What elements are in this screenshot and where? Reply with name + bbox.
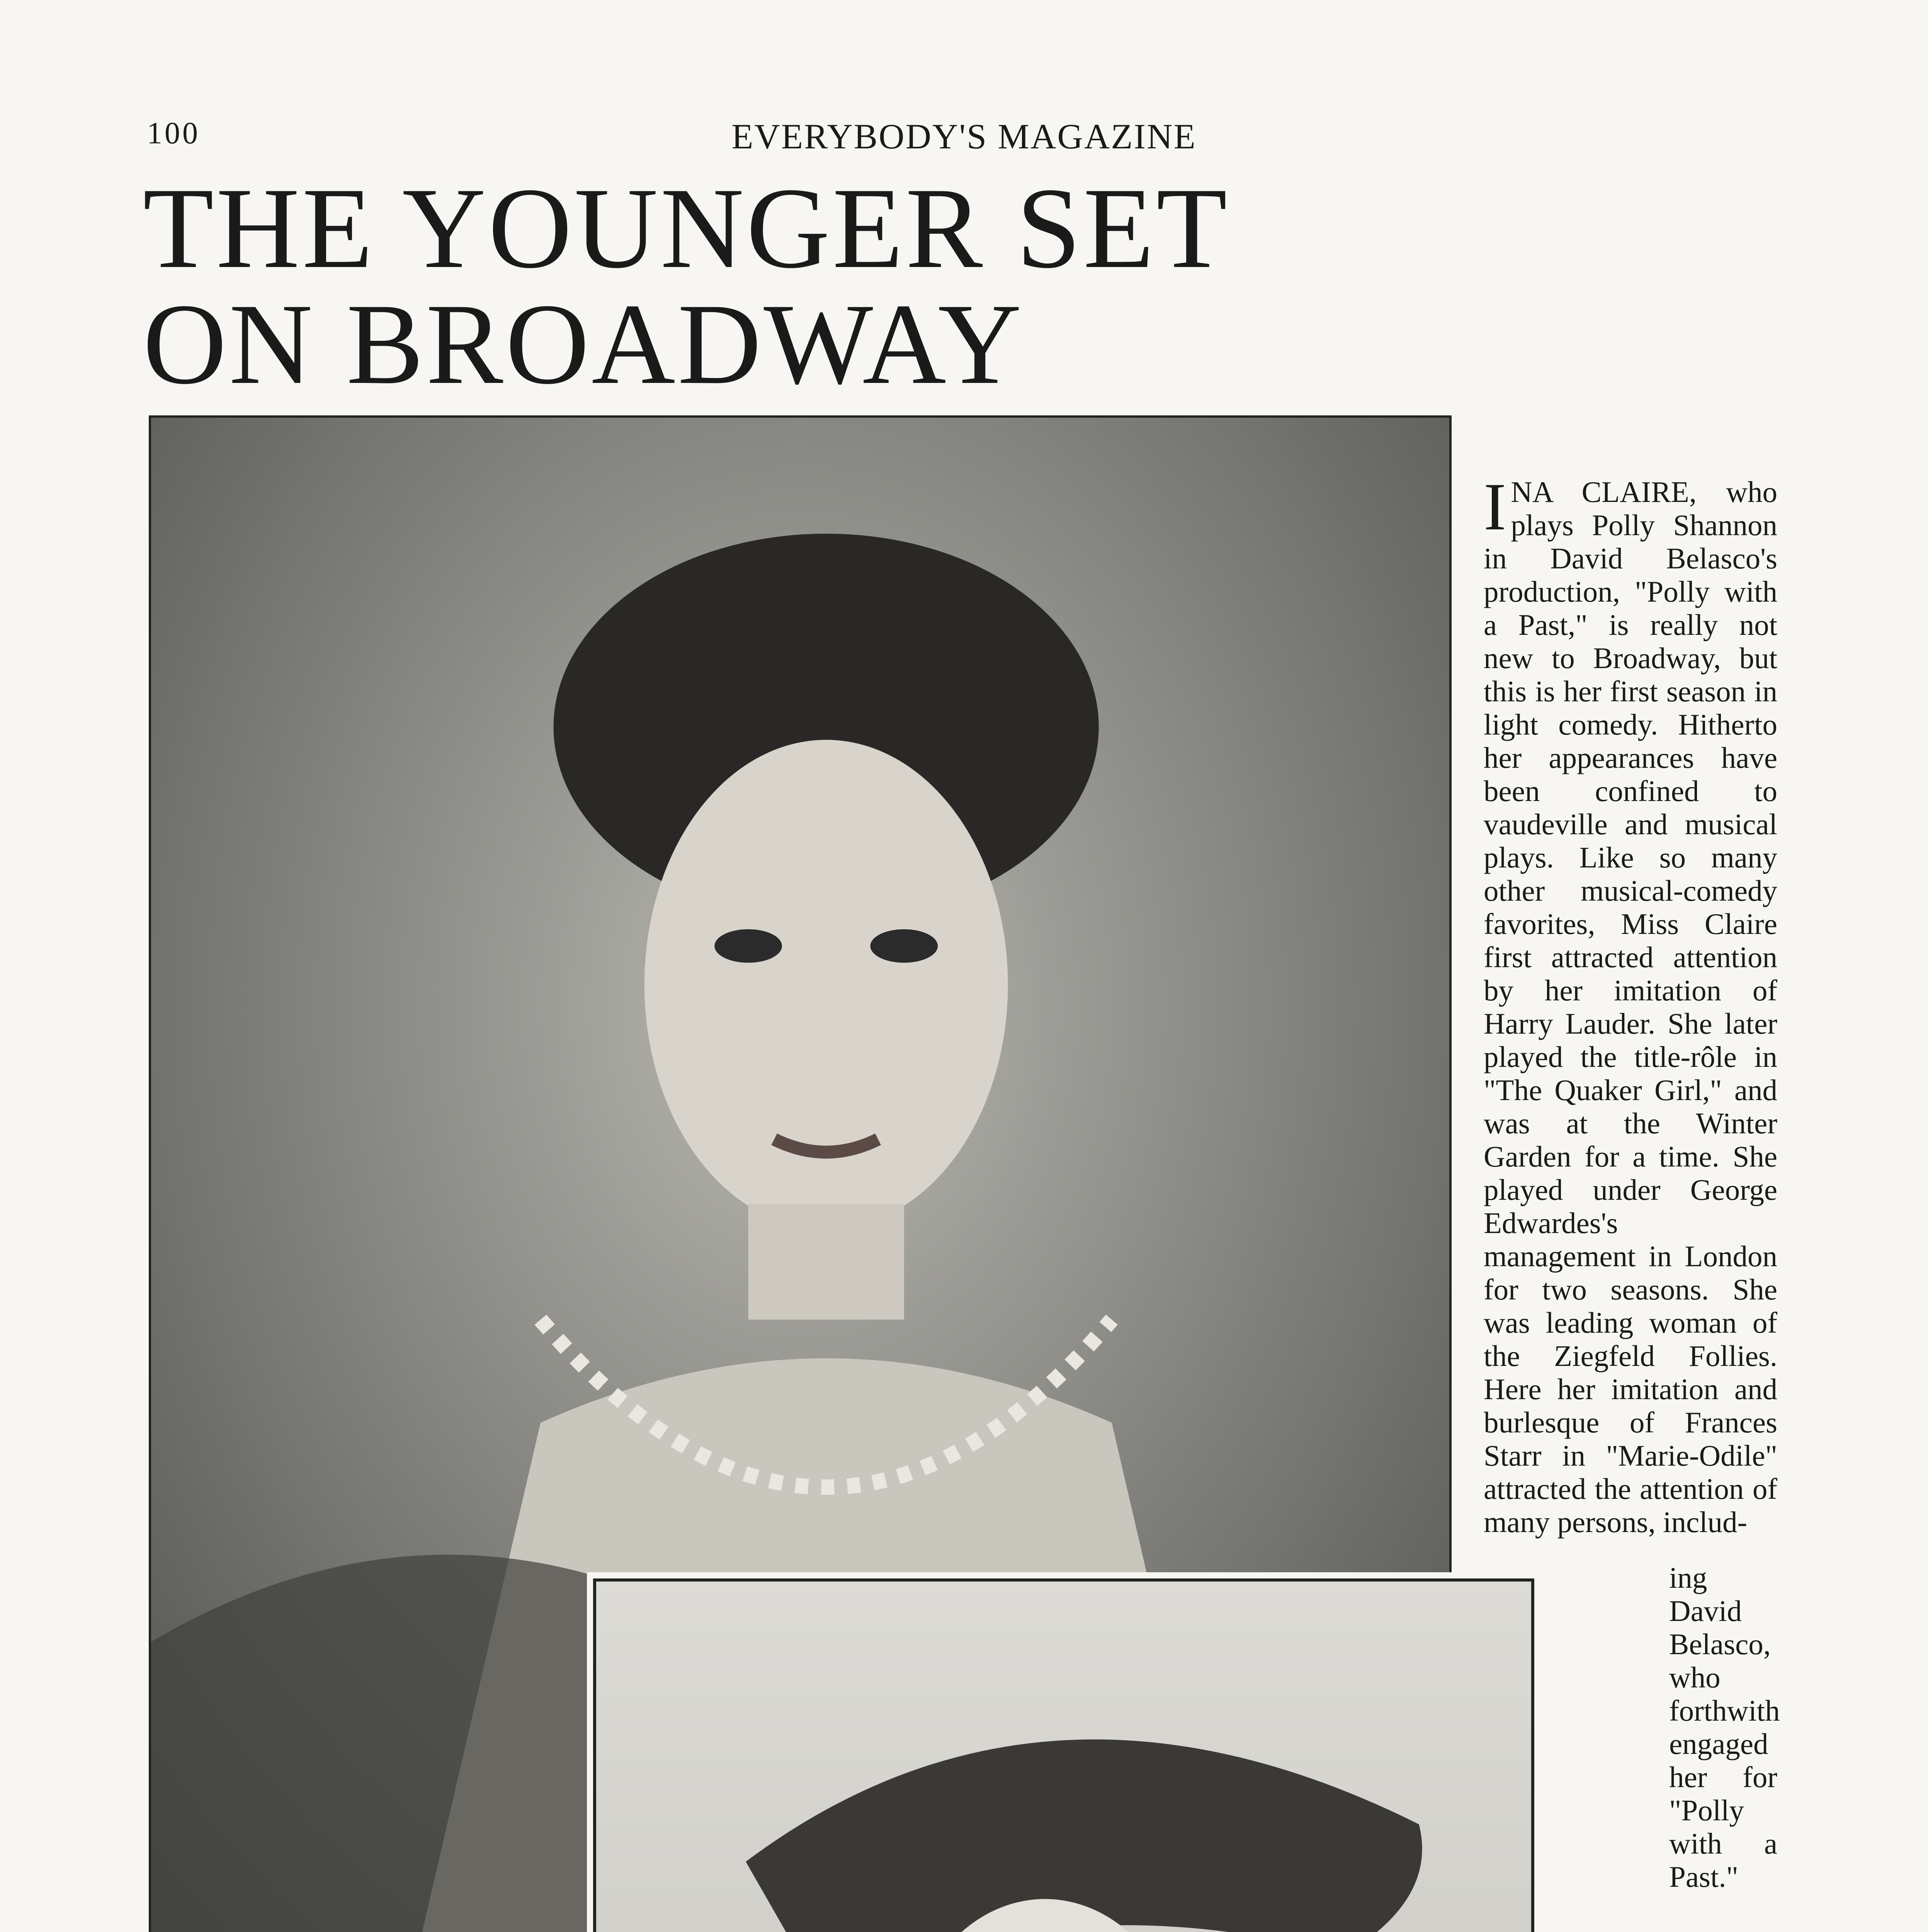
page-number: 100 <box>147 116 200 150</box>
title-line-1: THE YOUNGER SET <box>143 164 1229 292</box>
ina-claire-paragraph <box>1484 469 1777 1539</box>
running-head: EVERYBODY'S MAGAZINE <box>731 117 1197 156</box>
article-title <box>143 164 1804 408</box>
ina-claire-tail: ing David Belasco, who forthwith engaged her for "Polly with a Past." <box>1669 1561 1780 1893</box>
ina-body: NA CLAIRE, who plays Polly Shannon in David Belasco's production, "Polly with a Past," is really not new to Broadway, but this is her first season in light comedy. Hitherto her appearances have been confined to vaudeville and musical plays. Like so many other musical-comedy favorites, Miss Claire first attracted attention by her imitation of Harry Lauder. She later played the title-rôle in "The Quaker Girl," and was at the Winter Garden for a time. She played under George Edwardes's management in London for two seasons. She was leading woman of the Ziegfeld Follies. Here her imitation and burlesque of Frances Starr in "Marie-Odile" attracted the attention of many persons, includ- <box>1484 475 1777 1539</box>
ina-dropcap: I <box>1484 469 1506 544</box>
clara-joel-portrait <box>593 1578 1534 1932</box>
title-line-2: ON BROADWAY <box>143 280 1024 408</box>
